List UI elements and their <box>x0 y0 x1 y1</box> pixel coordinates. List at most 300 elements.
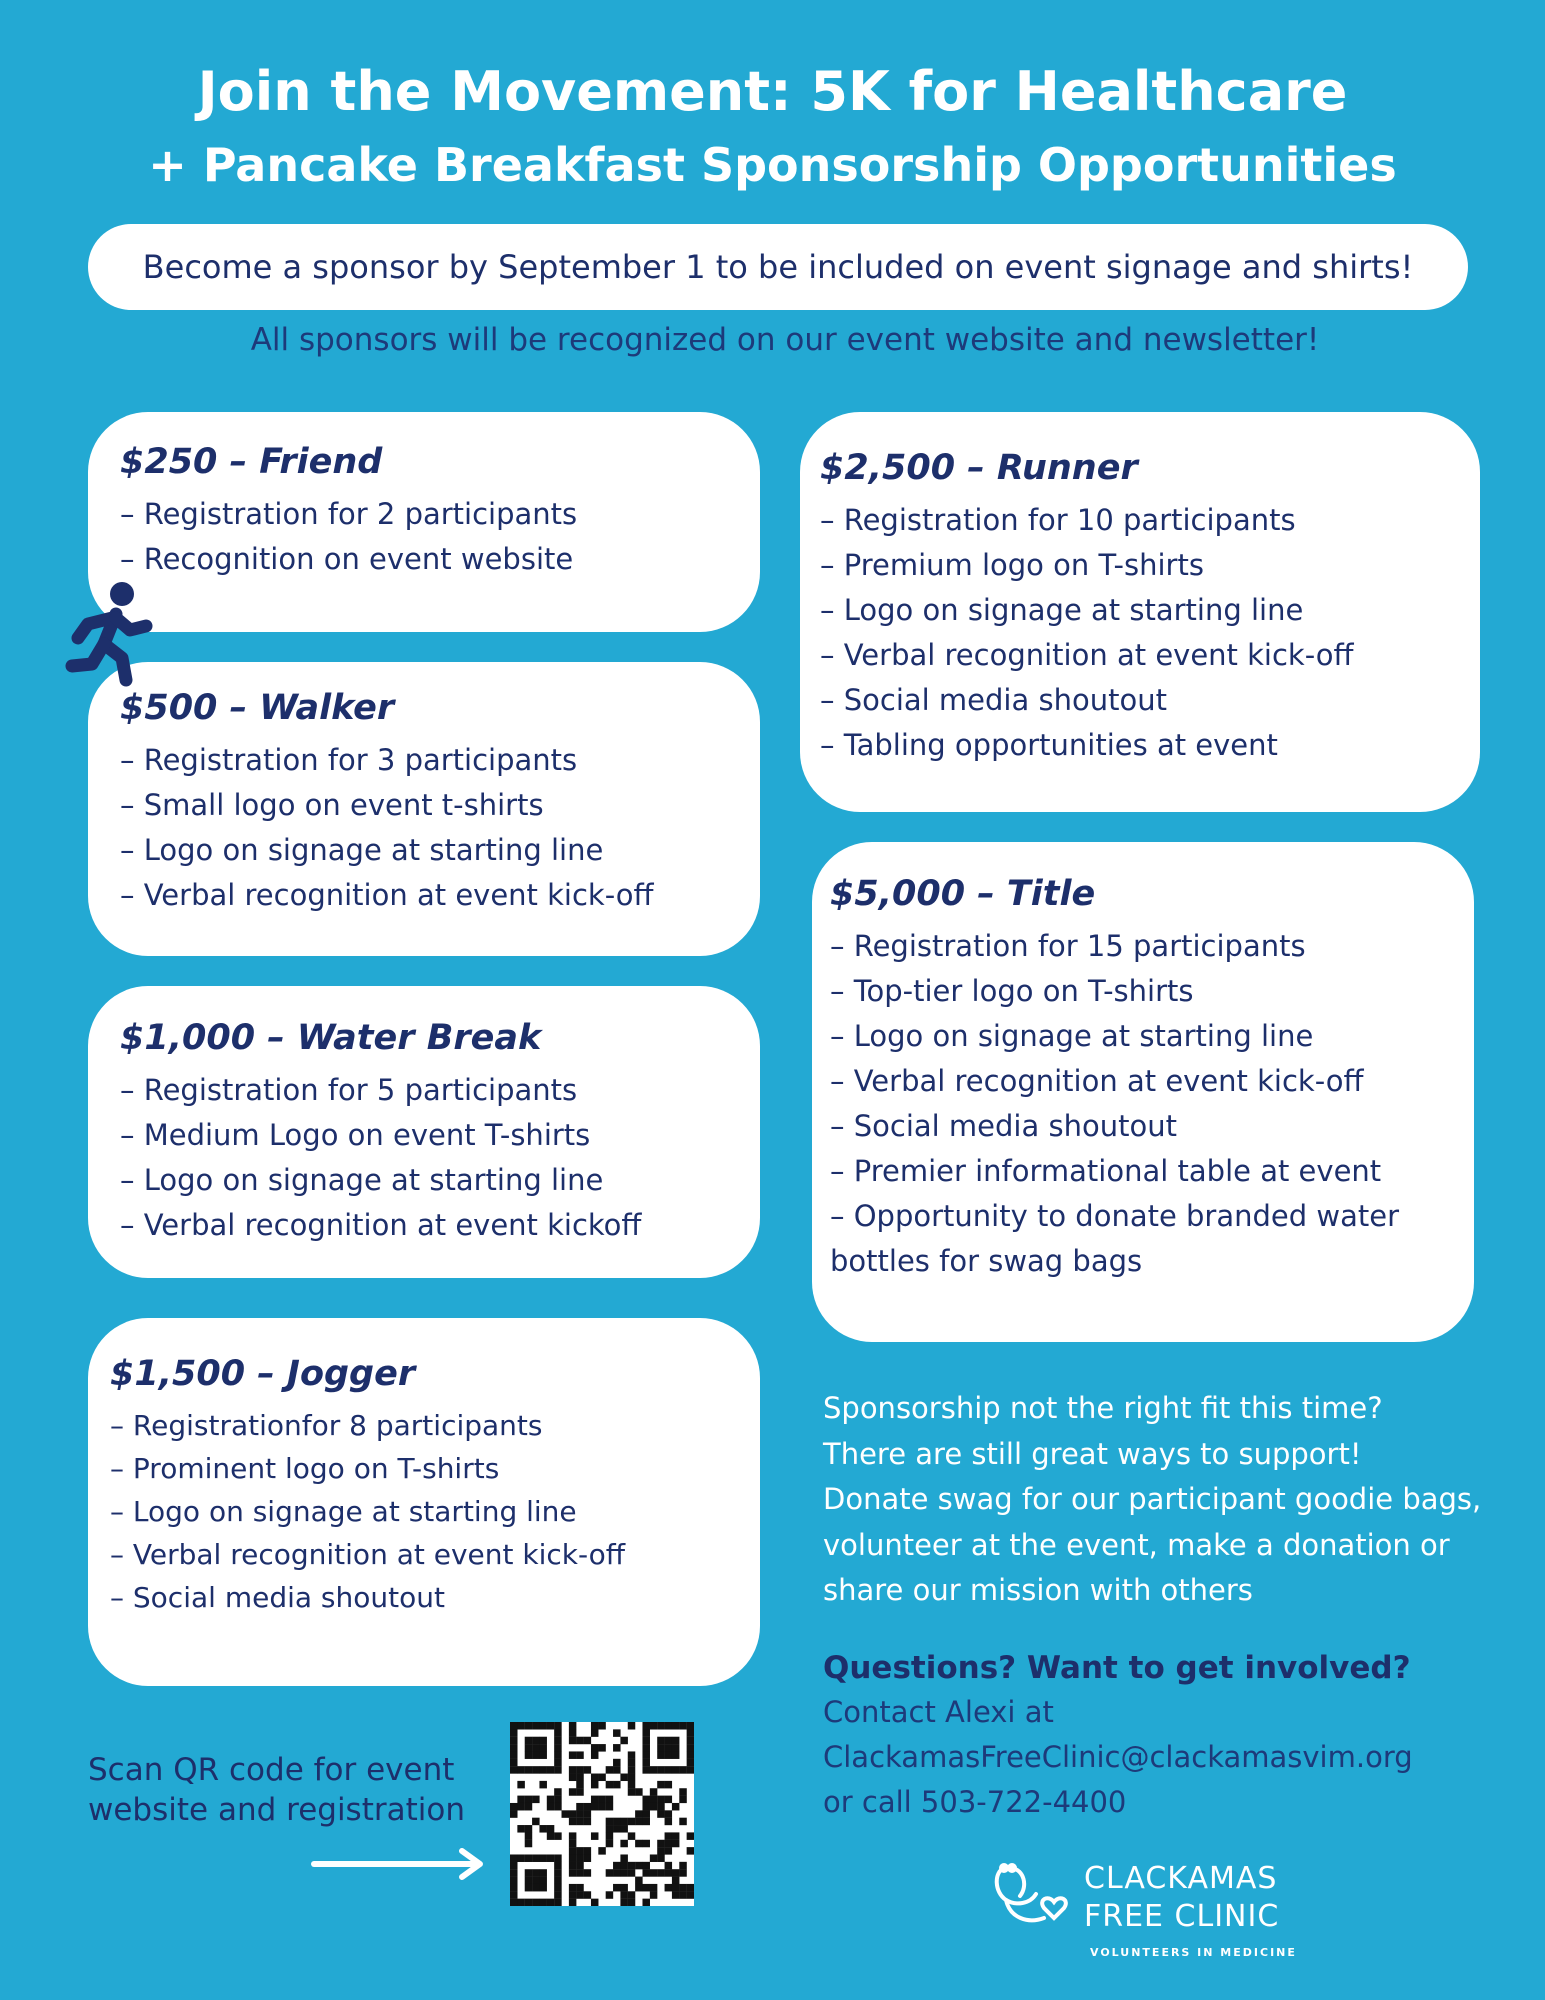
qr-module <box>665 1810 673 1818</box>
qr-module <box>672 1869 680 1877</box>
qr-module <box>672 1832 680 1840</box>
qr-module <box>613 1869 621 1877</box>
qr-module <box>584 1847 592 1855</box>
qr-code[interactable] <box>510 1722 694 1906</box>
qr-module <box>665 1796 673 1804</box>
qr-module <box>598 1796 606 1804</box>
qr-module <box>547 1825 555 1833</box>
qr-module <box>679 1788 687 1796</box>
tier-card-walker <box>88 662 760 956</box>
qr-module <box>635 1788 643 1796</box>
qr-module <box>679 1862 687 1870</box>
tier-card-title <box>812 842 1474 1342</box>
tier-card-runner <box>800 412 1480 812</box>
qr-module <box>613 1759 621 1767</box>
qr-module <box>642 1722 650 1730</box>
qr-module <box>657 1854 665 1862</box>
benefit-item: – Prominent logo on T-shirts <box>110 1452 500 1485</box>
tier-card-water-break <box>88 986 760 1278</box>
qr-module <box>554 1899 562 1906</box>
qr-module <box>547 1722 555 1730</box>
benefit-item: – Logo on signage at starting line <box>120 1163 604 1197</box>
qr-module <box>613 1781 621 1789</box>
qr-module <box>628 1722 636 1730</box>
qr-module <box>606 1803 614 1811</box>
qr-module <box>510 1759 518 1767</box>
qr-module <box>628 1899 636 1906</box>
qr-module <box>628 1788 636 1796</box>
qr-module <box>591 1729 599 1737</box>
qr-module <box>554 1869 562 1877</box>
benefit-item: – Opportunity to donate branded water bottles for swag bags <box>830 1199 1400 1278</box>
tier-title: $1,500 – Jogger <box>110 1354 416 1394</box>
qr-module <box>510 1766 518 1774</box>
qr-module <box>569 1847 577 1855</box>
qr-module <box>628 1759 636 1767</box>
qr-module <box>576 1869 584 1877</box>
qr-module <box>525 1869 533 1877</box>
alt-line: Sponsorship not the right fit this time? <box>823 1391 1383 1425</box>
qr-module <box>620 1899 628 1906</box>
qr-module <box>628 1891 636 1899</box>
qr-module <box>576 1862 584 1870</box>
qr-module <box>679 1869 687 1877</box>
qr-module <box>584 1869 592 1877</box>
qr-module <box>606 1781 614 1789</box>
qr-module <box>606 1869 614 1877</box>
qr-module <box>554 1803 562 1811</box>
qr-module <box>539 1744 547 1752</box>
qr-module <box>532 1818 540 1826</box>
qr-module <box>672 1766 680 1774</box>
qr-module <box>620 1737 628 1745</box>
qr-module <box>510 1891 518 1899</box>
qr-module <box>628 1774 636 1782</box>
qr-module <box>635 1877 643 1885</box>
qr-module <box>510 1751 518 1759</box>
qr-module <box>532 1751 540 1759</box>
qr-module <box>642 1737 650 1745</box>
qr-module <box>687 1737 694 1745</box>
qr-module <box>591 1796 599 1804</box>
qr-module <box>665 1751 673 1759</box>
qr-caption-line: website and registration <box>88 1792 465 1828</box>
qr-module <box>657 1737 665 1745</box>
qr-module <box>584 1854 592 1862</box>
qr-module <box>679 1884 687 1892</box>
qr-module <box>642 1884 650 1892</box>
qr-module <box>532 1884 540 1892</box>
qr-module <box>591 1899 599 1906</box>
qr-module <box>554 1766 562 1774</box>
qr-module <box>650 1722 658 1730</box>
qr-module <box>591 1774 599 1782</box>
qr-module <box>628 1862 636 1870</box>
qr-module <box>532 1854 540 1862</box>
benefit-item: – Premium logo on T-shirts <box>820 548 1204 582</box>
qr-module <box>576 1854 584 1862</box>
qr-module <box>510 1869 518 1877</box>
qr-module <box>628 1832 636 1840</box>
qr-module <box>576 1847 584 1855</box>
qr-module <box>642 1899 650 1906</box>
qr-module <box>569 1722 577 1730</box>
qr-module <box>517 1722 525 1730</box>
qr-module <box>576 1884 584 1892</box>
qr-module <box>569 1751 577 1759</box>
benefit-list <box>110 1404 738 1619</box>
qr-module <box>657 1766 665 1774</box>
qr-module <box>569 1766 577 1774</box>
qr-module <box>517 1854 525 1862</box>
alt-line: share our mission with others <box>823 1573 1253 1607</box>
qr-module <box>665 1869 673 1877</box>
qr-module <box>687 1832 694 1840</box>
qr-module <box>665 1781 673 1789</box>
qr-module <box>642 1818 650 1826</box>
qr-module <box>569 1891 577 1899</box>
benefit-item: – Small logo on event t-shirts <box>120 788 544 822</box>
qr-module <box>687 1759 694 1767</box>
qr-module <box>517 1803 525 1811</box>
qr-module <box>539 1751 547 1759</box>
qr-module <box>510 1729 518 1737</box>
benefit-item: – Recognition on event website <box>120 542 574 576</box>
qr-module <box>628 1751 636 1759</box>
qr-module <box>525 1751 533 1759</box>
qr-module <box>532 1869 540 1877</box>
qr-module <box>510 1854 518 1862</box>
contact-block <box>823 1646 1543 1825</box>
qr-module <box>539 1854 547 1862</box>
qr-module <box>642 1744 650 1752</box>
qr-module <box>679 1796 687 1804</box>
qr-module <box>554 1877 562 1885</box>
qr-module <box>642 1869 650 1877</box>
benefit-item: – Registration for 3 participants <box>120 743 578 777</box>
qr-module <box>598 1803 606 1811</box>
runner-icon <box>64 580 158 692</box>
qr-module <box>569 1884 577 1892</box>
qr-module <box>576 1788 584 1796</box>
qr-module <box>510 1803 518 1811</box>
stethoscope-heart-icon <box>990 1862 1082 1932</box>
page-subtitle: + Pancake Breakfast Sponsorship Opportunities <box>148 138 1397 192</box>
qr-module <box>672 1737 680 1745</box>
qr-module <box>606 1766 614 1774</box>
qr-module <box>569 1854 577 1862</box>
qr-module <box>650 1869 658 1877</box>
qr-module <box>642 1862 650 1870</box>
qr-module <box>679 1818 687 1826</box>
qr-module <box>620 1840 628 1848</box>
qr-module <box>539 1825 547 1833</box>
alternative-support <box>823 1386 1513 1614</box>
qr-module <box>569 1818 577 1826</box>
qr-module <box>665 1766 673 1774</box>
benefit-item: – Verbal recognition at event kick-off <box>120 878 654 912</box>
tier-title: $5,000 – Title <box>830 874 1096 914</box>
benefit-item: – Registrationfor 8 participants <box>110 1409 543 1442</box>
qr-module <box>657 1751 665 1759</box>
qr-module <box>576 1751 584 1759</box>
qr-module <box>569 1869 577 1877</box>
qr-module <box>628 1781 636 1789</box>
qr-module <box>547 1766 555 1774</box>
qr-module <box>532 1744 540 1752</box>
qr-module <box>525 1840 533 1848</box>
qr-module <box>665 1818 673 1826</box>
qr-module <box>657 1840 665 1848</box>
qr-module <box>687 1847 694 1855</box>
qr-module <box>657 1869 665 1877</box>
qr-module <box>672 1884 680 1892</box>
qr-module <box>576 1781 584 1789</box>
qr-module <box>613 1818 621 1826</box>
qr-module <box>606 1832 614 1840</box>
benefit-item: – Medium Logo on event T-shirts <box>120 1118 591 1152</box>
qr-module <box>525 1832 533 1840</box>
deadline-text: Become a sponsor by September 1 to be included on event signage and shirts! <box>142 248 1414 286</box>
qr-module <box>657 1803 665 1811</box>
qr-module <box>576 1810 584 1818</box>
qr-module <box>620 1869 628 1877</box>
qr-module <box>642 1796 650 1804</box>
qr-module <box>657 1796 665 1804</box>
qr-module <box>554 1751 562 1759</box>
qr-module <box>672 1891 680 1899</box>
qr-module <box>510 1877 518 1885</box>
qr-module <box>665 1840 673 1848</box>
qr-module <box>569 1810 577 1818</box>
qr-module <box>510 1744 518 1752</box>
qr-module <box>525 1744 533 1752</box>
tier-card-friend <box>88 412 760 632</box>
qr-module <box>576 1891 584 1899</box>
benefit-item: – Logo on signage at starting line <box>120 833 604 867</box>
qr-module <box>672 1744 680 1752</box>
logo-tagline: VOLUNTEERS IN MEDICINE <box>1090 1946 1297 1959</box>
qr-module <box>650 1788 658 1796</box>
alt-line: There are still great ways to support! <box>823 1436 1362 1471</box>
qr-code-pattern <box>510 1722 694 1906</box>
qr-module <box>657 1722 665 1730</box>
benefit-list <box>120 738 728 918</box>
alt-line: Donate swag for our participant goodie bags, <box>823 1482 1482 1516</box>
qr-module <box>672 1751 680 1759</box>
qr-module <box>613 1825 621 1833</box>
qr-module <box>569 1899 577 1906</box>
qr-module <box>642 1759 650 1767</box>
qr-module <box>562 1810 570 1818</box>
qr-module <box>532 1737 540 1745</box>
qr-module <box>687 1891 694 1899</box>
qr-module <box>687 1722 694 1730</box>
qr-module <box>687 1766 694 1774</box>
qr-module <box>642 1803 650 1811</box>
qr-module <box>569 1840 577 1848</box>
qr-module <box>620 1862 628 1870</box>
benefit-item: – Logo on signage at starting line <box>830 1019 1314 1053</box>
qr-module <box>547 1832 555 1840</box>
qr-module <box>650 1884 658 1892</box>
qr-module <box>539 1899 547 1906</box>
qr-module <box>547 1803 555 1811</box>
qr-module <box>657 1781 665 1789</box>
benefit-item: – Social media shoutout <box>830 1109 1177 1143</box>
benefit-item: – Logo on signage at starting line <box>110 1495 577 1528</box>
benefit-item: – Top-tier logo on T-shirts <box>830 974 1194 1008</box>
qr-module <box>525 1877 533 1885</box>
qr-module <box>554 1832 562 1840</box>
qr-module <box>569 1862 577 1870</box>
qr-module <box>620 1825 628 1833</box>
qr-module <box>554 1788 562 1796</box>
qr-module <box>613 1729 621 1737</box>
qr-module <box>554 1862 562 1870</box>
qr-module <box>620 1891 628 1899</box>
qr-module <box>510 1722 518 1730</box>
qr-module <box>554 1854 562 1862</box>
qr-module <box>525 1796 533 1804</box>
clinic-logo <box>1084 1860 1334 1959</box>
qr-module <box>598 1722 606 1730</box>
qr-module <box>613 1884 621 1892</box>
qr-module <box>525 1722 533 1730</box>
qr-module <box>569 1832 577 1840</box>
qr-module <box>539 1869 547 1877</box>
qr-module <box>525 1854 533 1862</box>
qr-module <box>635 1862 643 1870</box>
qr-module <box>650 1854 658 1862</box>
qr-module <box>687 1751 694 1759</box>
qr-module <box>532 1722 540 1730</box>
qr-module <box>628 1818 636 1826</box>
qr-module <box>620 1854 628 1862</box>
benefit-item: – Registration for 2 participants <box>120 497 578 531</box>
qr-module <box>598 1847 606 1855</box>
qr-module <box>628 1766 636 1774</box>
qr-module <box>687 1884 694 1892</box>
qr-module <box>657 1810 665 1818</box>
qr-module <box>665 1847 673 1855</box>
qr-module <box>584 1737 592 1745</box>
qr-module <box>672 1840 680 1848</box>
qr-module <box>554 1729 562 1737</box>
qr-module <box>517 1899 525 1906</box>
benefit-item: – Registration for 5 participants <box>120 1073 578 1107</box>
qr-module <box>672 1722 680 1730</box>
qr-module <box>687 1729 694 1737</box>
benefit-item: – Logo on signage at starting line <box>820 593 1304 627</box>
qr-module <box>547 1899 555 1906</box>
qr-module <box>576 1737 584 1745</box>
qr-module <box>510 1899 518 1906</box>
qr-module <box>591 1832 599 1840</box>
qr-module <box>584 1766 592 1774</box>
qr-module <box>665 1737 673 1745</box>
arrow-right-icon <box>310 1846 490 1882</box>
qr-module <box>635 1810 643 1818</box>
qr-module <box>620 1774 628 1782</box>
qr-caption-line: Scan QR code for event <box>88 1752 455 1788</box>
qr-module <box>613 1766 621 1774</box>
benefit-item: – Tabling opportunities at event <box>820 728 1278 762</box>
qr-module <box>665 1832 673 1840</box>
qr-module <box>525 1766 533 1774</box>
qr-module <box>547 1854 555 1862</box>
qr-module <box>532 1899 540 1906</box>
benefit-list <box>820 498 1460 768</box>
qr-module <box>525 1899 533 1906</box>
benefit-list <box>120 1068 728 1248</box>
benefit-item: – Registration for 10 participants <box>820 503 1296 537</box>
qr-module <box>532 1796 540 1804</box>
qr-caption <box>88 1750 508 1830</box>
contact-name: Contact Alexi at <box>823 1695 1054 1729</box>
qr-module <box>613 1862 621 1870</box>
qr-module <box>642 1810 650 1818</box>
qr-module <box>679 1766 687 1774</box>
qr-module <box>665 1884 673 1892</box>
benefit-item: – Verbal recognition at event kick-off <box>830 1064 1364 1098</box>
alt-line: volunteer at the event, make a donation or <box>823 1527 1450 1562</box>
qr-module <box>613 1744 621 1752</box>
qr-module <box>539 1766 547 1774</box>
qr-module <box>569 1729 577 1737</box>
benefit-item: – Verbal recognition at event kickoff <box>120 1208 642 1242</box>
benefit-item: – Premier informational table at event <box>830 1154 1382 1188</box>
qr-module <box>657 1744 665 1752</box>
qr-module <box>642 1766 650 1774</box>
qr-module <box>525 1803 533 1811</box>
benefit-item: – Verbal recognition at event kick-off <box>110 1538 626 1571</box>
qr-module <box>665 1744 673 1752</box>
qr-module <box>635 1818 643 1826</box>
qr-module <box>591 1744 599 1752</box>
contact-phone[interactable]: or call 503-722-4400 <box>823 1785 1127 1819</box>
tier-title: $1,000 – Water Break <box>120 1018 542 1058</box>
qr-module <box>539 1884 547 1892</box>
qr-module <box>554 1759 562 1767</box>
benefit-item: – Verbal recognition at event kick-off <box>820 638 1354 672</box>
qr-module <box>554 1722 562 1730</box>
qr-module <box>679 1891 687 1899</box>
qr-module <box>606 1840 614 1848</box>
qr-module <box>554 1891 562 1899</box>
benefit-list <box>830 924 1456 1284</box>
qr-module <box>606 1891 614 1899</box>
qr-module <box>657 1847 665 1855</box>
qr-module <box>650 1766 658 1774</box>
benefit-list <box>120 492 728 582</box>
qr-module <box>606 1818 614 1826</box>
contact-heading: Questions? Want to get involved? <box>823 1650 1411 1686</box>
contact-email[interactable]: ClackamasFreeClinic@clackamasvim.org <box>823 1740 1413 1774</box>
qr-module <box>517 1781 525 1789</box>
qr-module <box>584 1803 592 1811</box>
recognition-note: All sponsors will be recognized on our event website and newsletter! <box>250 322 1320 358</box>
qr-module <box>650 1891 658 1899</box>
qr-module <box>620 1818 628 1826</box>
qr-module <box>620 1884 628 1892</box>
qr-module <box>591 1781 599 1789</box>
qr-module <box>539 1737 547 1745</box>
logo-line2: FREE CLINIC <box>1084 1899 1280 1934</box>
qr-module <box>547 1796 555 1804</box>
logo-line1: CLACKAMAS <box>1084 1861 1278 1896</box>
qr-module <box>672 1877 680 1885</box>
